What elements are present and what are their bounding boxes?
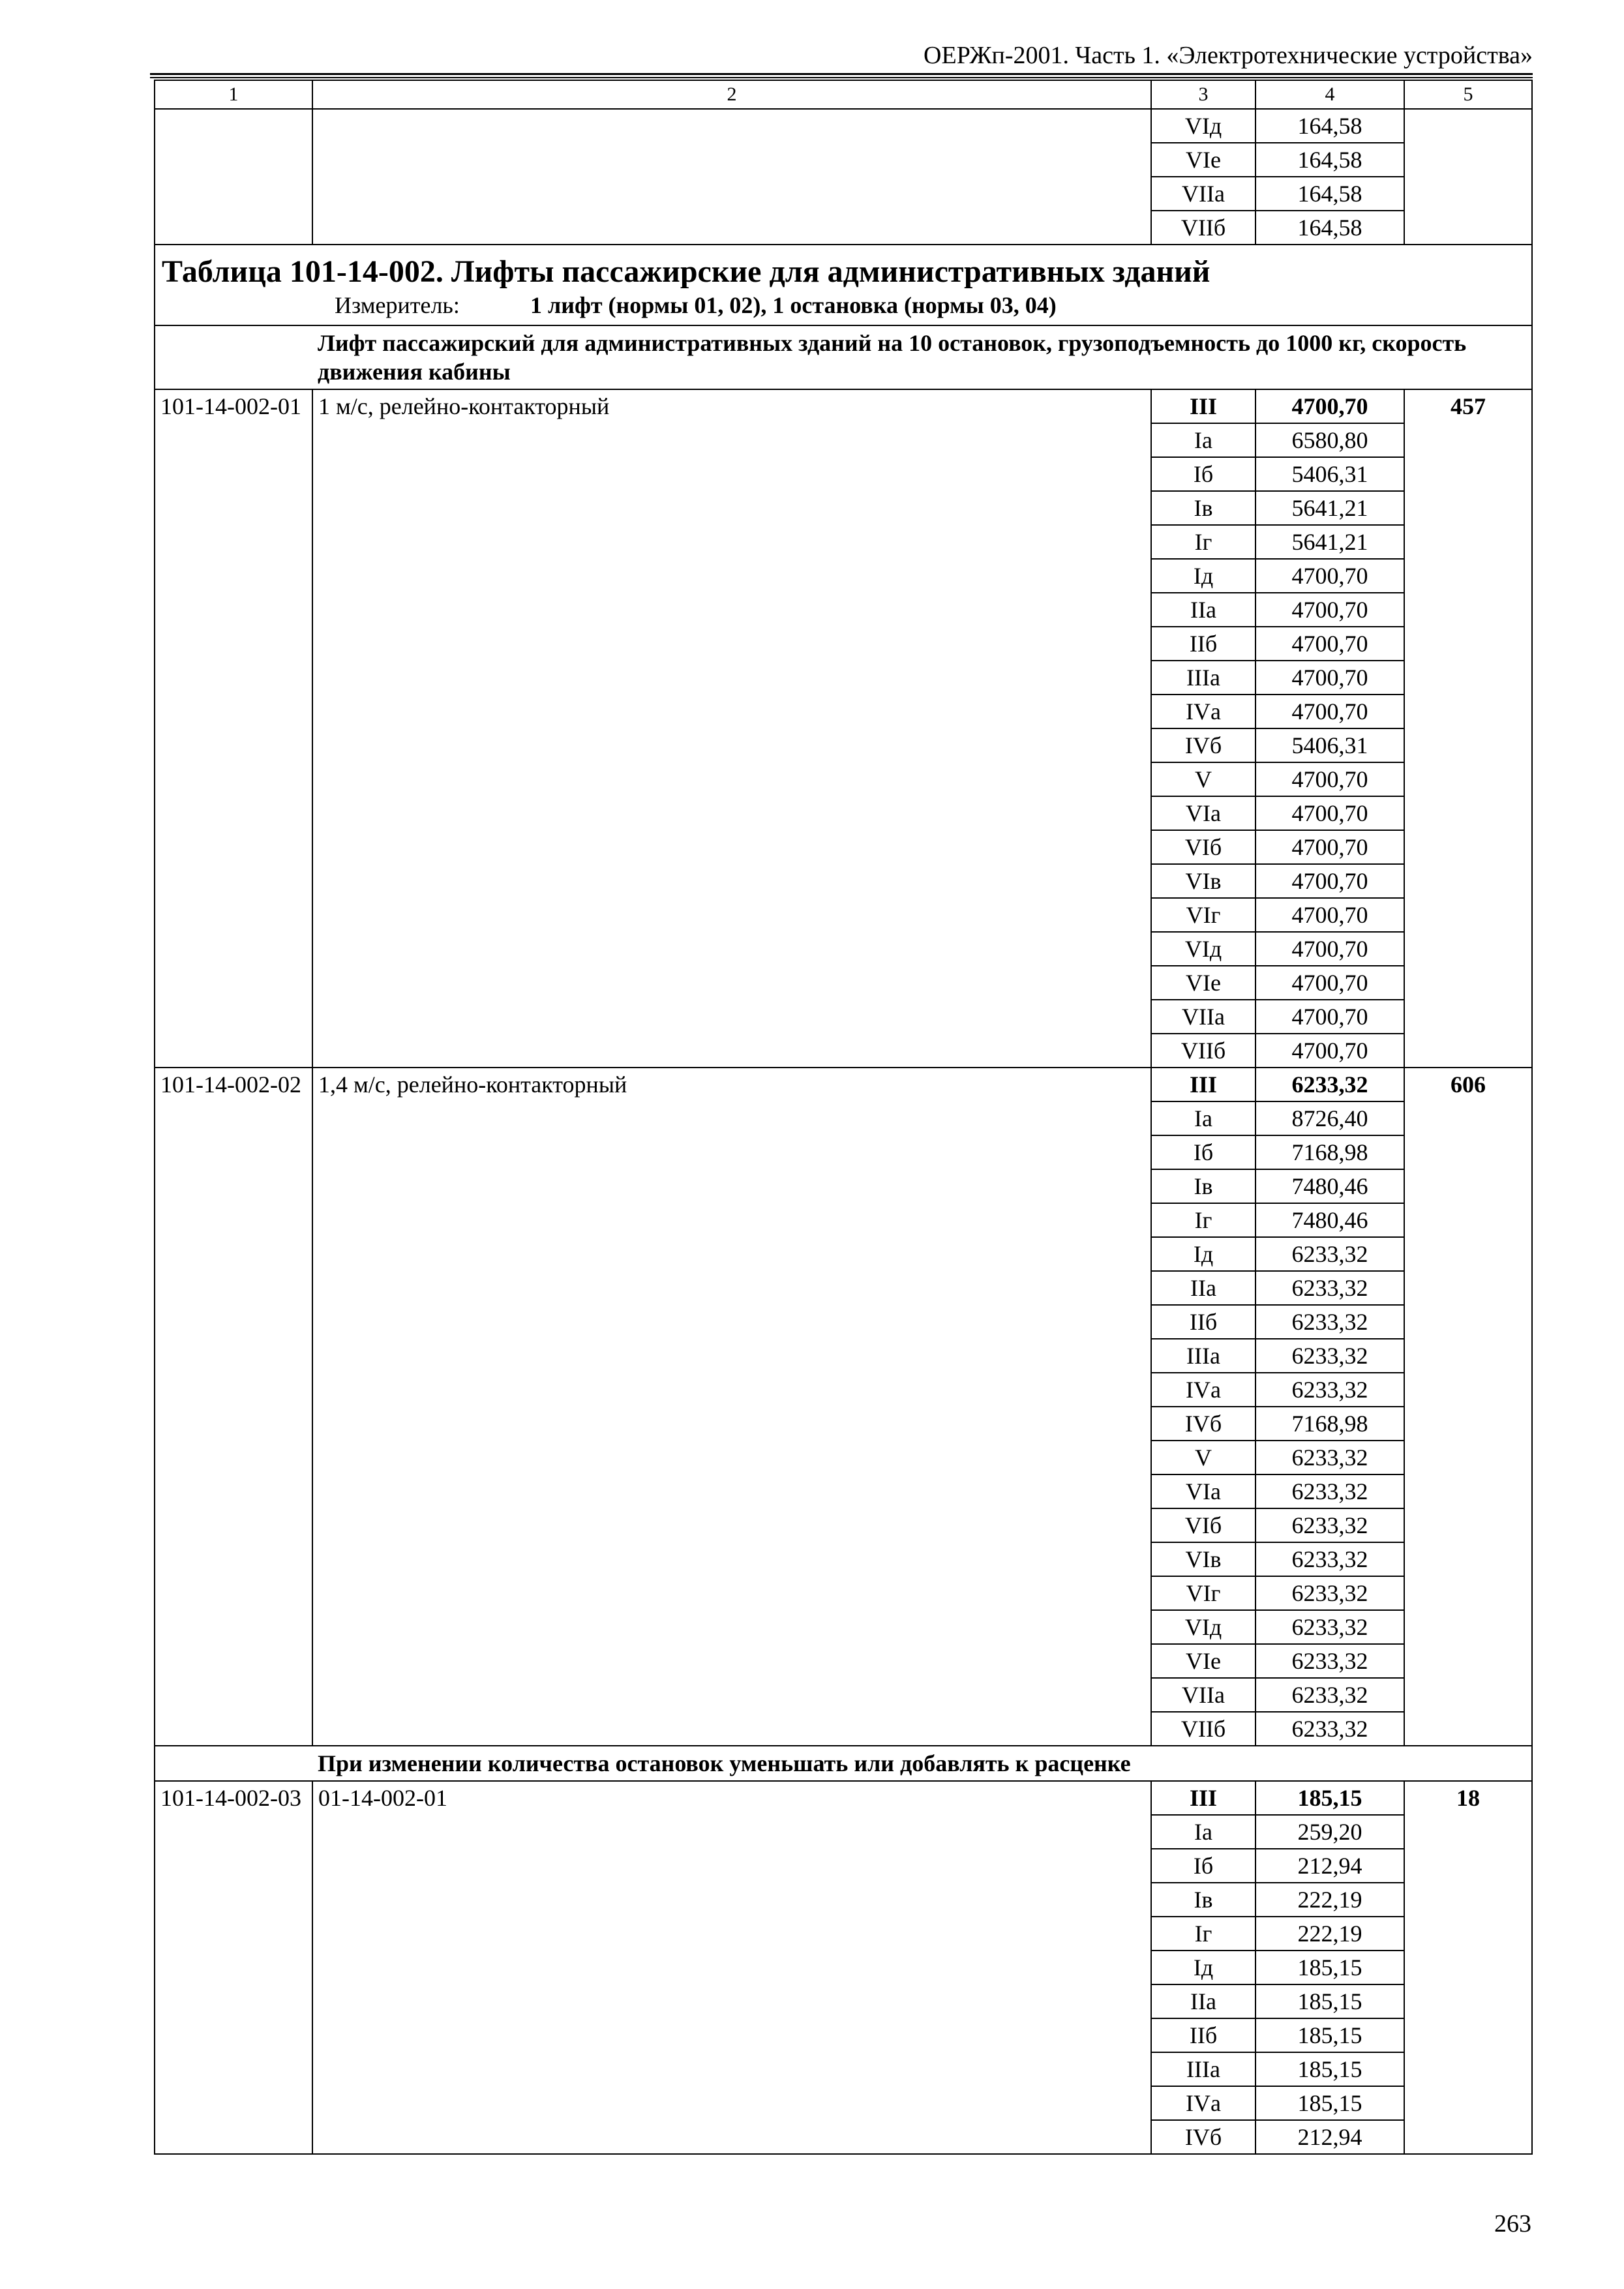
subheading: Лифт пассажирский для административных зданий на 10 остановок, грузоподъемность до 1000 кг, скорость движения кабины (312, 325, 1532, 389)
zone-cell: VIа (1151, 796, 1256, 830)
rate-cell: 4700,70 (1256, 593, 1404, 627)
zone-cell: IIIа (1151, 661, 1256, 695)
rate-cell: 4700,70 (1256, 389, 1404, 423)
header-rule (150, 73, 1533, 75)
table-title: Таблица 101-14-002. Лифты пассажирские для административных зданий (162, 254, 1210, 289)
rate-cell: 222,19 (1256, 1917, 1404, 1951)
zone-cell: Iг (1151, 525, 1256, 559)
rate-cell: 6233,32 (1256, 1712, 1404, 1746)
rates-table (154, 80, 1533, 2155)
zone-cell: VIIа (1151, 1678, 1256, 1712)
zone-cell: VIIа (1151, 177, 1256, 211)
description-cell (312, 109, 1151, 245)
column-number: 4 (1256, 80, 1404, 109)
rate-cell: 6233,32 (1256, 1576, 1404, 1610)
zone-cell: Iб (1151, 457, 1256, 491)
rate-cell: 185,15 (1256, 2052, 1404, 2086)
zone-cell: VIIб (1151, 1712, 1256, 1746)
rate-cell: 4700,70 (1256, 796, 1404, 830)
zone-cell: VIе (1151, 966, 1256, 1000)
col5-cell: 457 (1404, 389, 1532, 1068)
zone-cell: V (1151, 762, 1256, 796)
rate-cell: 4700,70 (1256, 898, 1404, 932)
zone-cell: Iд (1151, 1237, 1256, 1271)
rate-cell: 6233,32 (1256, 1305, 1404, 1339)
zone-cell: Iд (1151, 1951, 1256, 1984)
rate-cell: 6233,32 (1256, 1678, 1404, 1712)
zone-cell: III (1151, 1068, 1256, 1101)
zone-cell: VIг (1151, 898, 1256, 932)
zone-cell: IIа (1151, 593, 1256, 627)
zone-cell: IIа (1151, 1984, 1256, 2018)
rate-cell: 185,15 (1256, 1951, 1404, 1984)
rate-cell: 4700,70 (1256, 830, 1404, 864)
zone-cell: Iа (1151, 423, 1256, 457)
rate-cell: 164,58 (1256, 109, 1404, 143)
zone-cell: VIе (1151, 1644, 1256, 1678)
rate-cell: 4700,70 (1256, 559, 1404, 593)
rate-cell: 6233,32 (1256, 1610, 1404, 1644)
description-cell: 1,4 м/с, релейно-контакторный (312, 1068, 1151, 1746)
rate-cell: 4700,70 (1256, 762, 1404, 796)
column-number: 5 (1404, 80, 1532, 109)
code-cell: 101-14-002-02 (155, 1068, 312, 1746)
rate-cell: 4700,70 (1256, 627, 1404, 661)
rate-cell: 4700,70 (1256, 864, 1404, 898)
zone-cell: VIд (1151, 1610, 1256, 1644)
rate-cell: 5406,31 (1256, 728, 1404, 762)
rate-cell: 185,15 (1256, 1781, 1404, 1815)
col5-cell: 606 (1404, 1068, 1532, 1746)
zone-cell: IIб (1151, 627, 1256, 661)
description-cell: 01-14-002-01 (312, 1781, 1151, 2154)
subheading-row (155, 1746, 1532, 1781)
zone-cell: VIIб (1151, 211, 1256, 245)
zone-cell: IVб (1151, 1407, 1256, 1441)
rate-cell: 7480,46 (1256, 1203, 1404, 1237)
subheading-row (155, 325, 1532, 389)
table-row (155, 1781, 1532, 1815)
rate-cell: 259,20 (1256, 1815, 1404, 1849)
code-cell: 101-14-002-01 (155, 389, 312, 1068)
rate-cell: 7168,98 (1256, 1135, 1404, 1169)
zone-cell: Iв (1151, 1169, 1256, 1203)
zone-cell: IIб (1151, 1305, 1256, 1339)
rate-cell: 6233,32 (1256, 1542, 1404, 1576)
rate-cell: 5641,21 (1256, 491, 1404, 525)
description-cell: 1 м/с, релейно-контакторный (312, 389, 1151, 1068)
zone-cell: VIв (1151, 864, 1256, 898)
zone-cell: Iд (1151, 559, 1256, 593)
rate-cell: 7168,98 (1256, 1407, 1404, 1441)
zone-cell: VIе (1151, 143, 1256, 177)
zone-cell: VIб (1151, 1508, 1256, 1542)
rate-cell: 185,15 (1256, 2018, 1404, 2052)
column-number: 2 (312, 80, 1151, 109)
zone-cell: Iг (1151, 1917, 1256, 1951)
zone-cell: Iв (1151, 491, 1256, 525)
zone-cell: VIг (1151, 1576, 1256, 1610)
zone-cell: VIв (1151, 1542, 1256, 1576)
empty-cell (155, 1746, 312, 1781)
zone-cell: VIд (1151, 932, 1256, 966)
rate-cell: 4700,70 (1256, 695, 1404, 728)
rate-cell: 222,19 (1256, 1883, 1404, 1917)
zone-cell: IIIа (1151, 1339, 1256, 1373)
rate-cell: 8726,40 (1256, 1101, 1404, 1135)
zone-cell: IVб (1151, 728, 1256, 762)
zone-cell: Iг (1151, 1203, 1256, 1237)
col5-cell: 18 (1404, 1781, 1532, 2154)
rate-cell: 6233,32 (1256, 1339, 1404, 1373)
rate-cell: 164,58 (1256, 211, 1404, 245)
rate-cell: 7480,46 (1256, 1169, 1404, 1203)
rate-cell: 6233,32 (1256, 1508, 1404, 1542)
zone-cell: IVа (1151, 1373, 1256, 1407)
meter-value: 1 лифт (нормы 01, 02), 1 остановка (нормы 03, 04) (530, 292, 1057, 318)
rate-cell: 4700,70 (1256, 1034, 1404, 1068)
rate-cell: 4700,70 (1256, 1000, 1404, 1034)
zone-cell: III (1151, 1781, 1256, 1815)
zone-cell: IVа (1151, 695, 1256, 728)
rate-cell: 5641,21 (1256, 525, 1404, 559)
column-number: 3 (1151, 80, 1256, 109)
table-title-cell (155, 245, 1532, 325)
zone-cell: IIIа (1151, 2052, 1256, 2086)
page-number: 263 (1494, 2210, 1531, 2237)
rate-cell: 185,15 (1256, 1984, 1404, 2018)
meter-row (162, 291, 1525, 320)
code-cell (155, 109, 312, 245)
table-row (155, 1068, 1532, 1101)
rate-cell: 212,94 (1256, 1849, 1404, 1883)
zone-cell: Iв (1151, 1883, 1256, 1917)
empty-cell (155, 325, 312, 389)
zone-cell: Iб (1151, 1849, 1256, 1883)
table-title-row (155, 245, 1532, 325)
header-rule-thin (150, 77, 1533, 78)
rate-cell: 164,58 (1256, 143, 1404, 177)
rate-cell: 6233,32 (1256, 1271, 1404, 1305)
rate-cell: 6233,32 (1256, 1237, 1404, 1271)
column-number-row (155, 80, 1532, 109)
zone-cell: V (1151, 1441, 1256, 1474)
zone-cell: VIд (1151, 109, 1256, 143)
zone-cell: Iа (1151, 1815, 1256, 1849)
rate-cell: 6233,32 (1256, 1474, 1404, 1508)
col5-cell (1404, 109, 1532, 245)
rate-cell: 4700,70 (1256, 932, 1404, 966)
zone-cell: VIIб (1151, 1034, 1256, 1068)
zone-cell: VIIа (1151, 1000, 1256, 1034)
rate-cell: 185,15 (1256, 2086, 1404, 2120)
zone-cell: Iа (1151, 1101, 1256, 1135)
zone-cell: VIа (1151, 1474, 1256, 1508)
table-row (155, 109, 1532, 143)
page-header: ОЕРЖп-2001. Часть 1. «Электротехнические устройства» (924, 42, 1533, 69)
code-cell: 101-14-002-03 (155, 1781, 312, 2154)
zone-cell: VIб (1151, 830, 1256, 864)
column-number: 1 (155, 80, 312, 109)
zone-cell: IVб (1151, 2120, 1256, 2154)
zone-cell: IIб (1151, 2018, 1256, 2052)
rate-cell: 164,58 (1256, 177, 1404, 211)
rate-cell: 6580,80 (1256, 423, 1404, 457)
rate-cell: 4700,70 (1256, 661, 1404, 695)
zone-cell: III (1151, 389, 1256, 423)
rate-cell: 6233,32 (1256, 1441, 1404, 1474)
rate-cell: 6233,32 (1256, 1373, 1404, 1407)
meter-label: Измеритель: (335, 292, 460, 318)
rate-cell: 6233,32 (1256, 1644, 1404, 1678)
zone-cell: IIа (1151, 1271, 1256, 1305)
table-row (155, 389, 1532, 423)
subheading: При изменении количества остановок уменьшать или добавлять к расценке (312, 1746, 1532, 1781)
zone-cell: Iб (1151, 1135, 1256, 1169)
rate-cell: 212,94 (1256, 2120, 1404, 2154)
rate-cell: 5406,31 (1256, 457, 1404, 491)
zone-cell: IVа (1151, 2086, 1256, 2120)
rate-cell: 6233,32 (1256, 1068, 1404, 1101)
rate-cell: 4700,70 (1256, 966, 1404, 1000)
